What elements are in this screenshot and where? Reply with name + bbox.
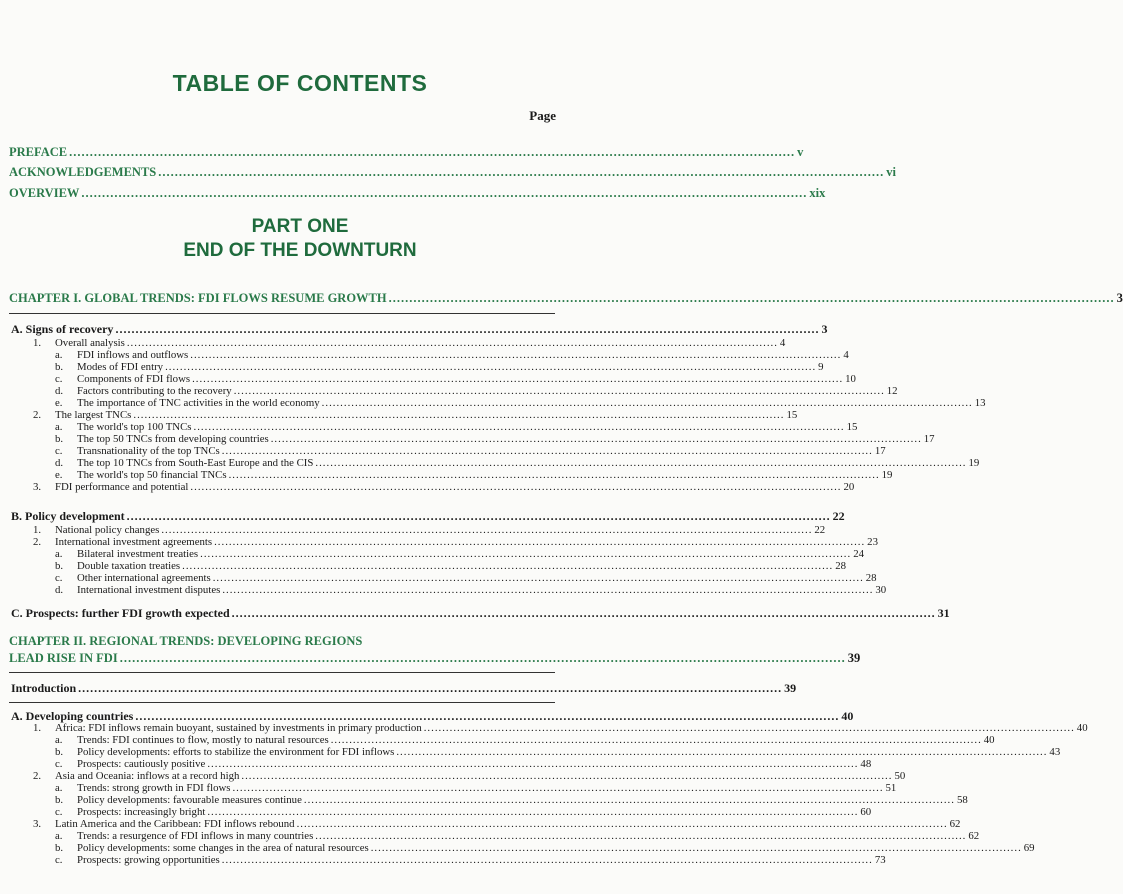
toc-subitem[interactable]: [55, 397, 986, 409]
toc-item[interactable]: [33, 337, 786, 349]
toc-section-b[interactable]: [11, 509, 845, 524]
leader-dots: ................................................................................................................................................................................: [161, 524, 813, 536]
subitem-page: 9: [818, 361, 824, 373]
toc-item[interactable]: [33, 536, 878, 548]
subitem-label: Trends: strong growth in FDI flows: [77, 782, 231, 794]
part-heading-line2: END OF THE DOWNTURN: [183, 240, 417, 261]
subitem-letter: a.: [55, 421, 63, 433]
subitem-letter: a.: [55, 734, 63, 746]
leader-dots: ................................................................................................................................................................................: [115, 322, 820, 336]
subitem-label: Prospects: cautiously positive: [77, 758, 206, 770]
item-label: FDI performance and potential: [55, 481, 189, 493]
part-heading-line1: PART ONE: [251, 216, 349, 237]
item-number: 1.: [33, 722, 42, 734]
subitem-page: 69: [1023, 842, 1035, 854]
item-label: Asia and Oceania: inflows at a record high: [55, 770, 240, 782]
item-number: 3.: [33, 818, 42, 830]
section-label: A. Developing countries: [11, 709, 134, 723]
toc-subitem[interactable]: [55, 349, 849, 361]
subitem-label: Double taxation treaties: [77, 560, 181, 572]
section-label: A. Signs of recovery: [11, 322, 114, 336]
leader-dots: ................................................................................................................................................................................: [303, 794, 955, 806]
item-label: The largest TNCs: [55, 409, 132, 421]
subitem-letter: e.: [55, 469, 63, 481]
item-label: International investment agreements: [55, 536, 213, 548]
section-page: 3: [821, 322, 828, 336]
subitem-letter: b.: [55, 842, 64, 854]
subitem-letter: b.: [55, 361, 64, 373]
toc-subitem[interactable]: [55, 830, 980, 842]
subitem-page: 19: [968, 457, 980, 469]
divider: [9, 702, 555, 703]
toc-section-a[interactable]: [11, 322, 828, 337]
subitem-letter: d.: [55, 385, 64, 397]
subitem-label: Components of FDI flows: [77, 373, 191, 385]
subitem-letter: c.: [55, 806, 63, 818]
toc-item[interactable]: [33, 481, 855, 493]
toc-subitem[interactable]: [55, 373, 856, 385]
section-page: 40: [841, 709, 854, 723]
chapter-page: 39: [847, 651, 861, 665]
chapter-label: CHAPTER I. GLOBAL TRENDS: FDI FLOWS RESUME GROWTH: [9, 291, 387, 305]
leader-dots: ................................................................................................................................................................................: [69, 145, 796, 159]
subitem-page: 12: [886, 385, 898, 397]
leader-dots: ................................................................................................................................................................................: [315, 830, 967, 842]
leader-dots: ................................................................................................................................................................................: [388, 291, 1115, 305]
leader-dots: ................................................................................................................................................................................: [228, 469, 880, 481]
leader-dots: ................................................................................................................................................................................: [212, 572, 864, 584]
entry-page: vi: [886, 165, 896, 179]
divider: [9, 672, 555, 673]
leader-dots: ................................................................................................................................................................................: [214, 536, 866, 548]
toc-subitem[interactable]: [55, 854, 886, 866]
toc-item[interactable]: [33, 722, 1088, 734]
subitem-page: 48: [860, 758, 872, 770]
leader-dots: ................................................................................................................................................................................: [396, 746, 1048, 758]
item-label: National policy changes: [55, 524, 160, 536]
subitem-page: 51: [885, 782, 897, 794]
leader-dots: ................................................................................................................................................................................: [330, 734, 982, 746]
item-page: 15: [786, 409, 798, 421]
item-number: 3.: [33, 481, 42, 493]
item-page: 4: [779, 337, 786, 349]
subitem-page: 17: [923, 433, 935, 445]
subitem-label: Other international agreements: [77, 572, 211, 584]
toc-subitem[interactable]: [55, 842, 1035, 854]
section-page: 31: [937, 606, 950, 620]
toc-subitem[interactable]: [55, 734, 995, 746]
item-label: Latin America and the Caribbean: FDI inflows rebound: [55, 818, 295, 830]
page-column-label: Page: [529, 108, 556, 123]
leader-dots: ................................................................................................................................................................................: [135, 709, 840, 723]
subitem-letter: d.: [55, 457, 64, 469]
subitem-page: 30: [875, 584, 887, 596]
item-page: 22: [814, 524, 826, 536]
subitem-letter: b.: [55, 560, 64, 572]
entry-page: xix: [809, 186, 826, 200]
toc-item[interactable]: [33, 409, 798, 421]
leader-dots: ................................................................................................................................................................................: [233, 385, 885, 397]
subitem-page: 40: [983, 734, 995, 746]
leader-dots: ................................................................................................................................................................................: [190, 349, 842, 361]
subitem-letter: c.: [55, 373, 63, 385]
leader-dots: ................................................................................................................................................................................: [182, 560, 834, 572]
subitem-letter: a.: [55, 830, 63, 842]
leader-dots: ................................................................................................................................................................................: [190, 481, 842, 493]
toc-subitem[interactable]: [55, 433, 935, 445]
leader-dots: ................................................................................................................................................................................: [78, 681, 783, 695]
leader-dots: ................................................................................................................................................................................: [192, 373, 844, 385]
subitem-label: The top 10 TNCs from South-East Europe and the CIS: [77, 457, 314, 469]
subitem-page: 58: [956, 794, 968, 806]
entry-label: ACKNOWLEDGEMENTS: [9, 165, 157, 179]
leader-dots: ................................................................................................................................................................................: [221, 854, 873, 866]
leader-dots: ................................................................................................................................................................................: [119, 651, 846, 665]
subitem-letter: d.: [55, 584, 64, 596]
toc-subitem[interactable]: [55, 584, 887, 596]
item-page: 23: [867, 536, 878, 548]
toc-subitem[interactable]: [55, 421, 858, 433]
leader-dots: ................................................................................................................................................................................: [158, 165, 885, 179]
toc-subitem[interactable]: [55, 445, 886, 457]
toc-subitem[interactable]: [55, 758, 872, 770]
subitem-letter: c.: [55, 572, 63, 584]
subitem-label: Bilateral investment treaties: [77, 548, 199, 560]
subitem-page: 10: [845, 373, 856, 385]
subitem-label: The importance of TNC activities in the world economy: [77, 397, 320, 409]
toc-entry-overview[interactable]: [9, 186, 826, 201]
leader-dots: ................................................................................................................................................................................: [193, 421, 845, 433]
toc-subitem[interactable]: [55, 572, 877, 584]
item-number: 1.: [33, 337, 42, 349]
leader-dots: ................................................................................................................................................................................: [133, 409, 785, 421]
subitem-letter: e.: [55, 397, 63, 409]
subitem-label: FDI inflows and outflows: [77, 349, 189, 361]
subitem-page: 4: [843, 349, 849, 361]
subitem-letter: a.: [55, 349, 63, 361]
subitem-label: Policy developments: favourable measures continue: [77, 794, 302, 806]
leader-dots: ................................................................................................................................................................................: [232, 782, 884, 794]
section-label: C. Prospects: further FDI growth expected: [11, 606, 230, 620]
subitem-label: International investment disputes: [77, 584, 221, 596]
leader-dots: ................................................................................................................................................................................: [200, 548, 852, 560]
subitem-letter: a.: [55, 782, 63, 794]
leader-dots: ................................................................................................................................................................................: [315, 457, 967, 469]
subitem-label: Trends: a resurgence of FDI inflows in many countries: [77, 830, 314, 842]
leader-dots: ................................................................................................................................................................................: [296, 818, 948, 830]
item-page: 50: [894, 770, 906, 782]
toc-subitem[interactable]: [55, 361, 824, 373]
section-page: 22: [832, 509, 845, 523]
toc-item[interactable]: [33, 818, 961, 830]
item-number: 2.: [33, 409, 42, 421]
toc-subitem[interactable]: [55, 560, 846, 572]
section-page: 39: [784, 681, 797, 695]
leader-dots: ................................................................................................................................................................................: [221, 445, 873, 457]
subitem-page: 60: [860, 806, 872, 818]
leader-dots: ................................................................................................................................................................................: [207, 758, 859, 770]
subitem-page: 28: [865, 572, 877, 584]
toc-chapter-2-line1[interactable]: CHAPTER II. REGIONAL TRENDS: DEVELOPING REGIONS: [9, 634, 363, 648]
item-number: 1.: [33, 524, 42, 536]
subitem-page: 28: [835, 560, 846, 572]
subitem-label: Transnationality of the top TNCs: [77, 445, 220, 457]
subitem-letter: b.: [55, 433, 64, 445]
leader-dots: ................................................................................................................................................................................: [165, 361, 817, 373]
subitem-label: The top 50 TNCs from developing countries: [77, 433, 269, 445]
subitem-page: 24: [853, 548, 864, 560]
toc-subitem[interactable]: [55, 548, 864, 560]
subitem-label: The world's top 50 financial TNCs: [77, 469, 227, 481]
subitem-page: 73: [874, 854, 886, 866]
leader-dots: ................................................................................................................................................................................: [321, 397, 973, 409]
subitem-letter: a.: [55, 548, 63, 560]
subitem-page: 62: [968, 830, 980, 842]
toc-entry-preface[interactable]: [9, 145, 804, 160]
leader-dots: ................................................................................................................................................................................: [423, 722, 1075, 734]
toc-subitem[interactable]: [55, 469, 893, 481]
subitem-label: Prospects: growing opportunities: [77, 854, 220, 866]
entry-page: v: [797, 145, 804, 159]
page-title: TABLE OF CONTENTS: [172, 70, 428, 96]
divider: [9, 313, 555, 314]
leader-dots: ................................................................................................................................................................................: [270, 433, 922, 445]
toc-subitem[interactable]: [55, 746, 1061, 758]
subitem-label: Prospects: increasingly bright: [77, 806, 206, 818]
subitem-page: 19: [881, 469, 893, 481]
item-number: 2.: [33, 770, 42, 782]
toc-subitem[interactable]: [55, 794, 968, 806]
toc-chapter-1[interactable]: [9, 291, 1123, 306]
entry-label: PREFACE: [9, 145, 68, 159]
toc-subitem[interactable]: [55, 457, 980, 469]
toc-subitem[interactable]: [55, 385, 898, 397]
leader-dots: ................................................................................................................................................................................: [222, 584, 874, 596]
subitem-page: 15: [846, 421, 858, 433]
toc-subitem[interactable]: [55, 806, 872, 818]
section-label: Introduction: [11, 681, 77, 695]
entry-label: OVERVIEW: [9, 186, 80, 200]
leader-dots: ................................................................................................................................................................................: [370, 842, 1022, 854]
item-page: 40: [1076, 722, 1088, 734]
subitem-label: Policy developments: some changes in the area of natural resources: [77, 842, 369, 854]
toc-entry-acknowledgements[interactable]: [9, 165, 896, 180]
item-label: Africa: FDI inflows remain buoyant, sustained by investments in primary production: [55, 722, 422, 734]
subitem-letter: c.: [55, 758, 63, 770]
subitem-page: 13: [974, 397, 986, 409]
toc-subitem[interactable]: [55, 782, 897, 794]
subitem-label: Policy developments: efforts to stabilize the environment for FDI inflows: [77, 746, 395, 758]
item-label: Overall analysis: [55, 337, 125, 349]
subitem-letter: c.: [55, 445, 63, 457]
toc-chapter-2[interactable]: [9, 651, 861, 666]
subitem-page: 43: [1049, 746, 1061, 758]
leader-dots: ................................................................................................................................................................................: [81, 186, 808, 200]
chapter-label: LEAD RISE IN FDI: [9, 651, 118, 665]
subitem-label: Modes of FDI entry: [77, 361, 164, 373]
leader-dots: ................................................................................................................................................................................: [231, 606, 936, 620]
toc-item[interactable]: [33, 770, 906, 782]
subitem-page: 17: [874, 445, 886, 457]
chapter-page: 3: [1116, 291, 1123, 305]
leader-dots: ................................................................................................................................................................................: [241, 770, 893, 782]
leader-dots: ................................................................................................................................................................................: [126, 337, 778, 349]
toc-section-c[interactable]: [11, 606, 950, 621]
section-label: B. Policy development: [11, 509, 125, 523]
item-number: 2.: [33, 536, 42, 548]
subitem-letter: c.: [55, 854, 63, 866]
leader-dots: ................................................................................................................................................................................: [207, 806, 859, 818]
subitem-letter: b.: [55, 794, 64, 806]
item-page: 62: [949, 818, 961, 830]
toc-item[interactable]: [33, 524, 826, 536]
subitem-label: Trends: FDI continues to flow, mostly to natural resources: [77, 734, 329, 746]
subitem-label: Factors contributing to the recovery: [77, 385, 232, 397]
subitem-letter: b.: [55, 746, 64, 758]
leader-dots: ................................................................................................................................................................................: [126, 509, 831, 523]
toc-introduction[interactable]: [11, 681, 797, 696]
item-page: 20: [843, 481, 855, 493]
subitem-label: The world's top 100 TNCs: [77, 421, 192, 433]
